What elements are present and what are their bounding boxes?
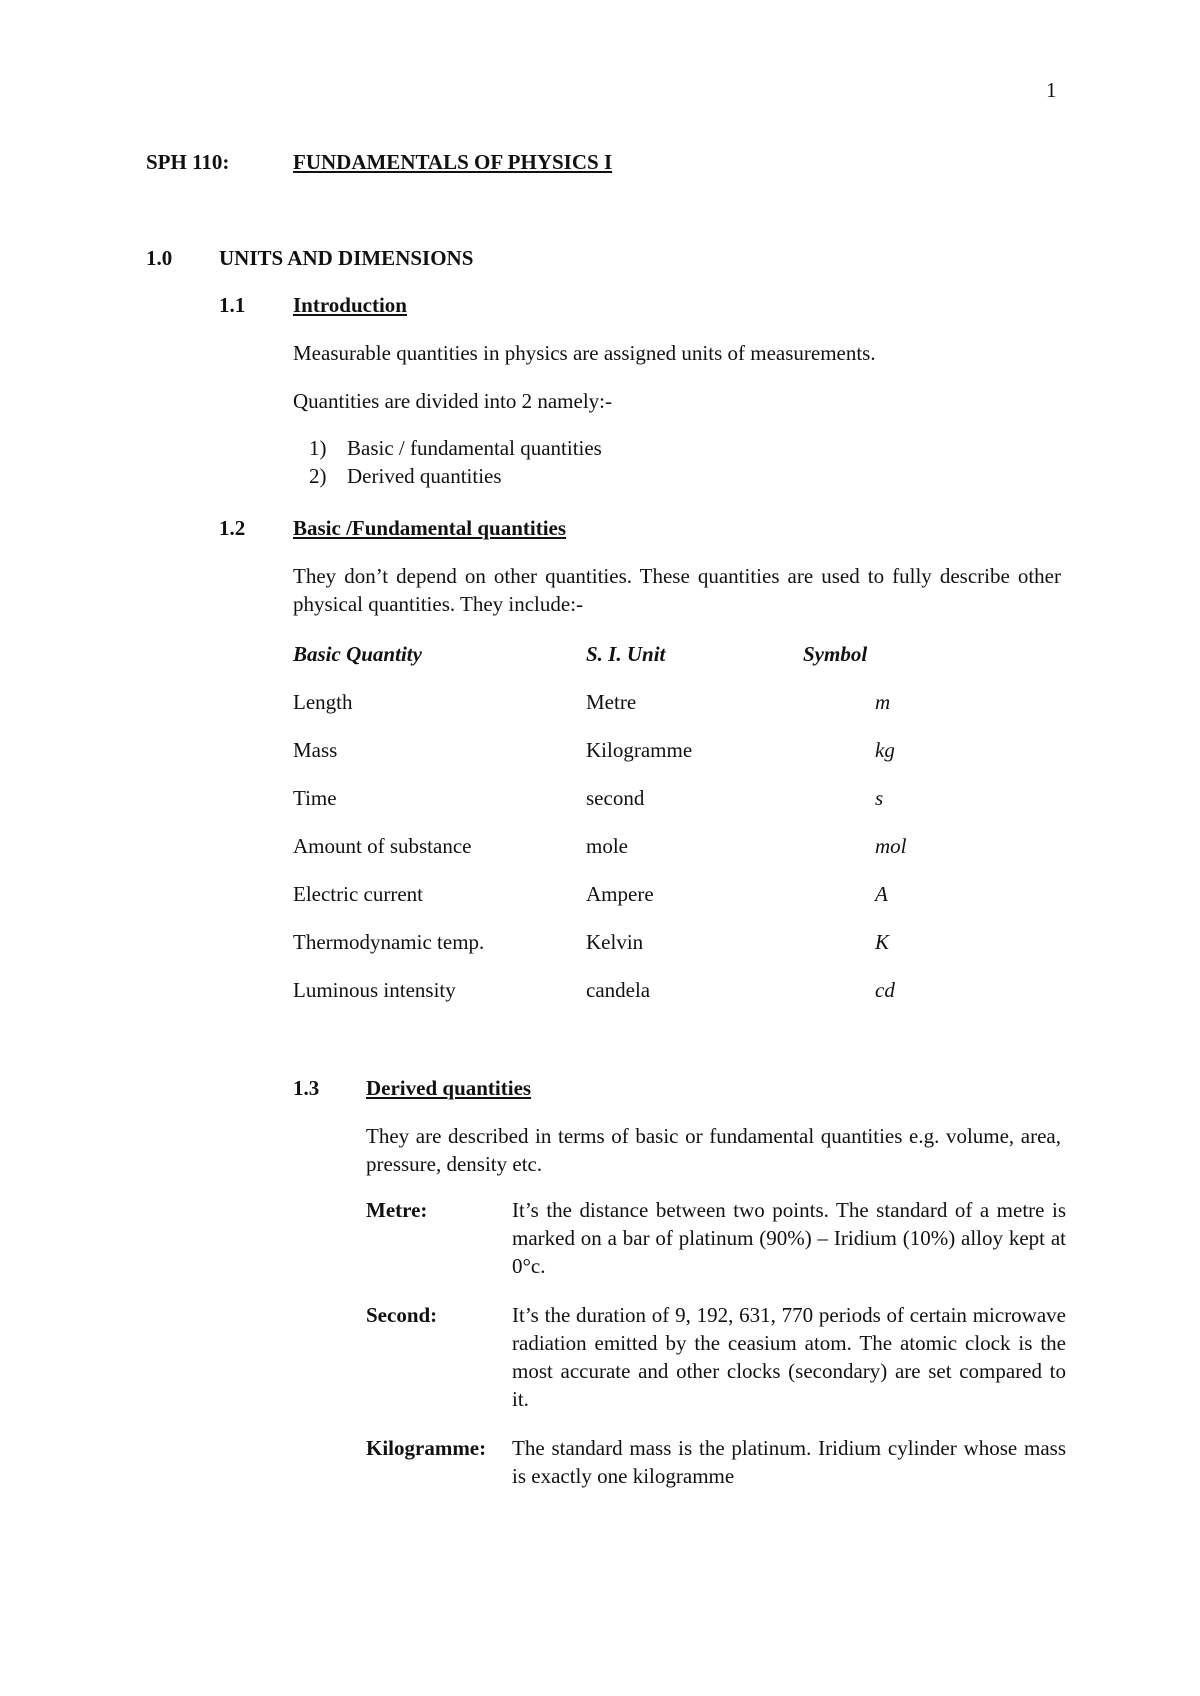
derived-quantities-paragraph: They are described in terms of basic or fundamental quantities e.g. volume, area, pressure, density etc. [366,1124,1061,1176]
table-row [293,880,913,910]
table-row [293,976,913,1006]
table-header: Symbol [803,642,868,666]
course-code: SPH 110: [146,150,230,174]
table-header-row [293,640,913,670]
unit-cell: Kelvin [586,930,644,954]
quantity-cell: Thermodynamic temp. [293,930,485,954]
list-text: Basic / fundamental quantities [347,436,602,460]
section-number: 1.3 [293,1076,320,1100]
unit-cell: Metre [586,690,637,714]
symbol-cell: m [875,690,891,714]
quantity-cell: Luminous intensity [293,978,456,1002]
quantity-cell: Amount of substance [293,834,472,858]
definition-text: It’s the distance between two points. The standard of a metre is marked on a bar of platinum (90%) – Iridium (10%) alloy kept at 0°c. [512,1198,1066,1278]
table-row [293,736,913,766]
symbol-cell: K [875,930,890,954]
basic-quantities-paragraph: They don’t depend on other quantities. These quantities are used to fully describe other physical quantities. They include:- [293,564,1061,616]
list-number: 2) [309,464,327,488]
list-text: Derived quantities [347,464,502,488]
definition-term: Metre: [366,1198,428,1222]
unit-cell: Kilogramme [586,738,693,762]
table-header: Basic Quantity [293,642,422,666]
table-row [293,928,913,958]
symbol-cell: mol [875,834,907,858]
course-title: FUNDAMENTALS OF PHYSICS I [293,150,613,174]
symbol-cell: kg [875,738,895,762]
quantity-types-list [309,434,602,490]
intro-paragraph: Measurable quantities in physics are assigned units of measurements. [293,341,876,365]
section-number: 1.2 [219,516,246,540]
section-number: 1.0 [146,246,173,270]
table-row [293,832,913,862]
definition-term: Second: [366,1303,438,1327]
unit-cell: mole [586,834,628,858]
symbol-cell: A [875,882,888,906]
quantity-cell: Length [293,690,353,714]
unit-cell: Ampere [586,882,654,906]
list-item [309,434,602,462]
list-item [309,462,602,490]
table-row [293,688,913,718]
unit-cell: candela [586,978,651,1002]
symbol-cell: cd [875,978,895,1002]
section-title: UNITS AND DIMENSIONS [219,246,474,270]
definition-text: It’s the duration of 9, 192, 631, 770 periods of certain microwave radiation emitted by the ceasium atom. The atomic clock is the most accurate and other clocks (secondary) are set compared to it. [512,1303,1066,1411]
section-title: Introduction [293,293,407,317]
quantity-cell: Mass [293,738,338,762]
quantity-cell: Electric current [293,882,423,906]
definition-term: Kilogramme: [366,1436,487,1460]
quantities-paragraph: Quantities are divided into 2 namely:- [293,389,612,413]
quantity-cell: Time [293,786,337,810]
section-title: Basic /Fundamental quantities [293,516,567,540]
section-number: 1.1 [219,293,246,317]
symbol-cell: s [875,786,884,810]
table-row [293,784,913,814]
unit-cell: second [586,786,645,810]
list-number: 1) [309,436,327,460]
definition-text: The standard mass is the platinum. Iridium cylinder whose mass is exactly one kilogramme [512,1436,1066,1488]
table-header: S. I. Unit [586,642,666,666]
section-title: Derived quantities [366,1076,532,1100]
page-number: 1 [1046,78,1057,102]
